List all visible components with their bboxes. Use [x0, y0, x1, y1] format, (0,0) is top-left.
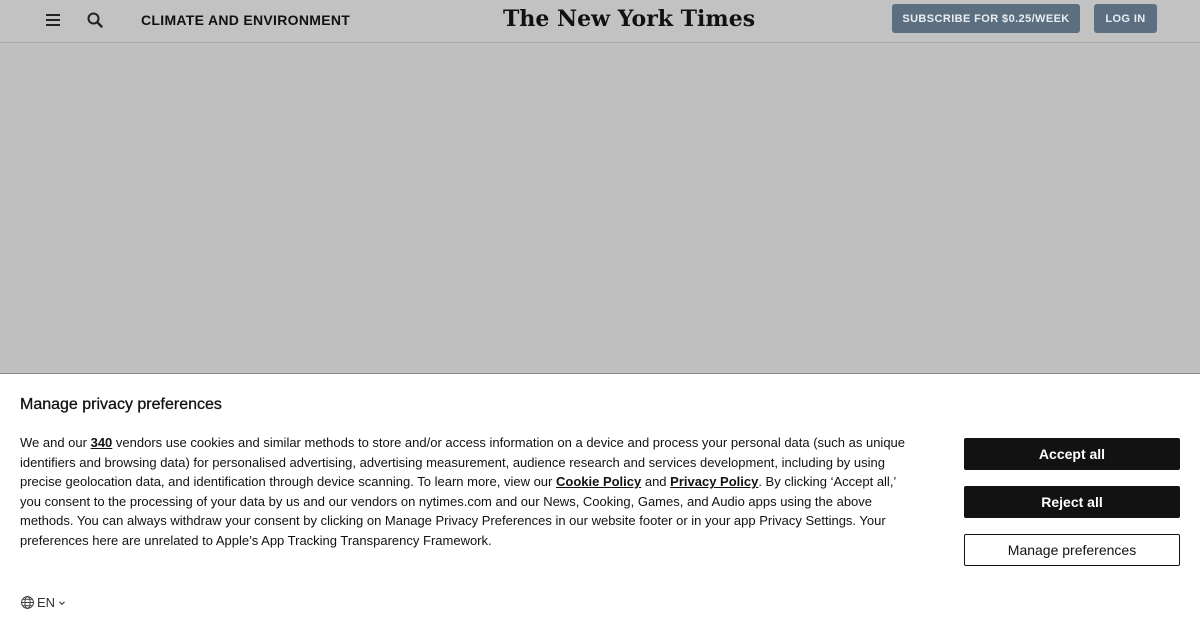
vendors-count-link[interactable]: 340	[90, 435, 113, 450]
login-button[interactable]: LOG IN	[1094, 4, 1157, 33]
privacy-body-text-1: We and our	[20, 435, 91, 450]
subscribe-button[interactable]: SUBSCRIBE FOR $0.25/WEEK	[892, 4, 1080, 33]
language-label: EN	[37, 595, 56, 610]
privacy-policy-link[interactable]: Privacy Policy	[670, 474, 759, 490]
accept-all-button[interactable]: Accept all	[964, 438, 1180, 470]
section-title-link[interactable]: CLIMATE AND ENVIRONMENT	[141, 12, 351, 28]
search-icon[interactable]	[85, 10, 105, 30]
menu-icon[interactable]	[43, 12, 63, 28]
privacy-dialog-body	[20, 433, 905, 551]
manage-preferences-button[interactable]: Manage preferences	[964, 534, 1180, 566]
cookie-policy-link[interactable]: Cookie Policy	[555, 474, 642, 490]
privacy-body-text-3: . By clicking ‘Accept all,’ you consent to the processing of your data by us and our vendors on nytimes.com and our News, Cooking, Games, and Audio apps using the above methods. You can always withdraw your consent by clicking on Manage Privacy Preferences in our website footer or in your app Privacy Settings. Your preferences here are unrelated to Apple’s App Tracking Transparency Framework.	[20, 474, 896, 548]
reject-all-button[interactable]: Reject all	[964, 486, 1180, 518]
privacy-dialog-title: Manage privacy preferences	[20, 396, 222, 413]
privacy-dialog	[0, 373, 1200, 630]
privacy-body-and: and	[641, 474, 671, 490]
privacy-body-text-2: vendors use cookies and similar methods to store and/or access information on a device and process your personal data (such as unique identifiers and browsing data) for personalised advertising, advertising measurement, audience research and services development, including by using precise geolocation data, and identification through device scanning. To learn more, view our	[20, 435, 906, 490]
nyt-logo[interactable]: The New York Times	[503, 6, 756, 32]
globe-icon	[20, 595, 35, 610]
language-selector[interactable]	[20, 595, 67, 610]
site-header	[0, 0, 1200, 43]
chevron-down-icon	[57, 598, 67, 608]
